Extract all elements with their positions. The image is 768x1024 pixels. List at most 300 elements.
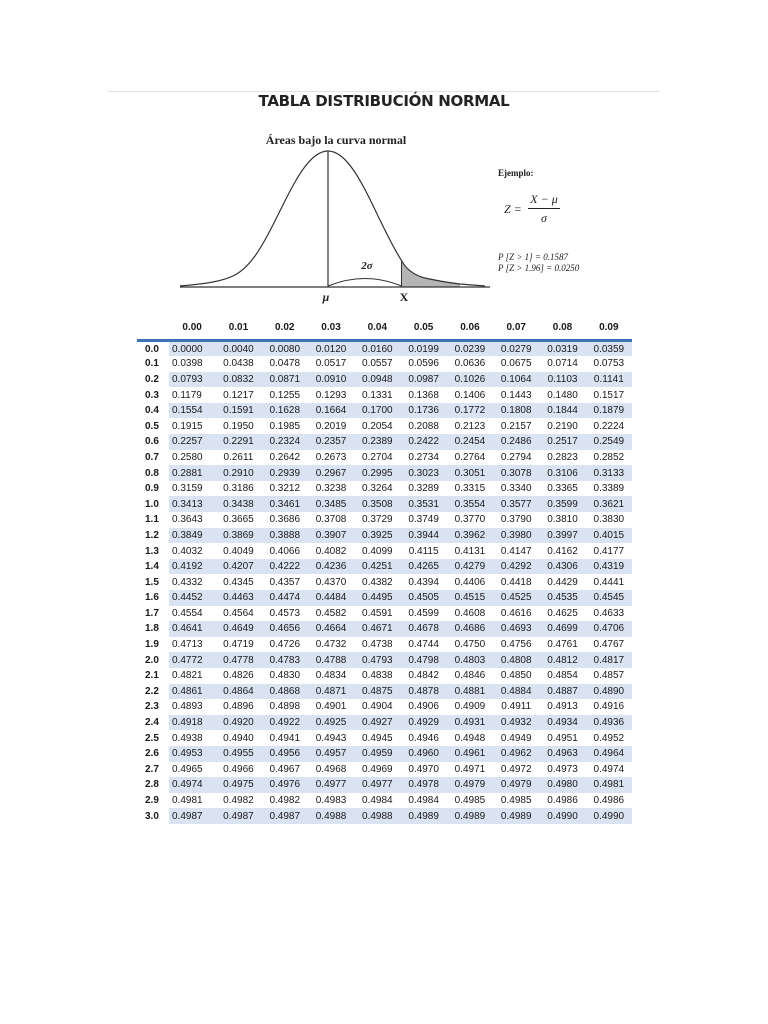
probability-cell: 0.4332 [169, 574, 215, 590]
probability-cell: 0.3078 [493, 465, 539, 481]
probability-cell: 0.4861 [169, 684, 215, 700]
probability-cell: 0.2995 [354, 465, 400, 481]
probability-cell: 0.4441 [586, 574, 632, 590]
probability-cell: 0.0000 [169, 341, 215, 357]
probability-cell: 0.3643 [169, 512, 215, 528]
probability-cell: 0.4554 [169, 606, 215, 622]
probability-cell: 0.4909 [447, 699, 493, 715]
z-value-cell: 1.8 [145, 623, 159, 635]
probability-cell: 0.4965 [169, 762, 215, 778]
probability-cell: 0.4971 [447, 762, 493, 778]
probability-cell: 0.3389 [586, 481, 632, 497]
table-row [137, 418, 632, 434]
probability-cell: 0.4525 [493, 590, 539, 606]
probability-cell: 0.1179 [169, 387, 215, 403]
probability-cell: 0.2454 [447, 434, 493, 450]
probability-cell: 0.4982 [215, 793, 261, 809]
probability-cell: 0.4984 [400, 793, 446, 809]
probability-cell: 0.4981 [586, 777, 632, 793]
table-row [137, 715, 632, 731]
column-header-row [137, 315, 632, 341]
probability-cell: 0.0714 [539, 356, 585, 372]
probability-cell: 0.4978 [400, 777, 446, 793]
probability-cell: 0.4959 [354, 746, 400, 762]
probability-cell: 0.4987 [262, 808, 308, 824]
probability-cell: 0.4887 [539, 684, 585, 700]
probability-cell: 0.4984 [354, 793, 400, 809]
probability-cell: 0.4306 [539, 559, 585, 575]
probability-cell: 0.0359 [586, 341, 632, 357]
probability-cell: 0.3925 [354, 528, 400, 544]
probability-cell: 0.1985 [262, 418, 308, 434]
probability-cell: 0.4177 [586, 543, 632, 559]
probability-cell: 0.4945 [354, 730, 400, 746]
probability-cell: 0.4842 [400, 668, 446, 684]
probability-cell: 0.4890 [586, 684, 632, 700]
probability-cell: 0.3340 [493, 481, 539, 497]
probability-cell: 0.4981 [169, 793, 215, 809]
probability-cell: 0.4967 [262, 762, 308, 778]
probability-cell: 0.4706 [586, 621, 632, 637]
probability-cell: 0.3790 [493, 512, 539, 528]
probability-cell: 0.4821 [169, 668, 215, 684]
probability-cell: 0.4738 [354, 637, 400, 653]
probability-cell: 0.4884 [493, 684, 539, 700]
probability-cell: 0.4918 [169, 715, 215, 731]
column-header: 0.03 [321, 321, 341, 333]
probability-cell: 0.1772 [447, 403, 493, 419]
probability-cell: 0.3888 [262, 528, 308, 544]
probability-cell: 0.4948 [447, 730, 493, 746]
probability-cell: 0.4850 [493, 668, 539, 684]
probability-cell: 0.4099 [354, 543, 400, 559]
column-header: 0.02 [275, 321, 295, 333]
z-table-body [137, 341, 632, 824]
probability-cell: 0.3830 [586, 512, 632, 528]
probability-cell: 0.3665 [215, 512, 261, 528]
probability-cell: 0.4082 [308, 543, 354, 559]
probability-cell: 0.4952 [586, 730, 632, 746]
z-value-cell: 1.2 [145, 529, 159, 541]
probability-cell: 0.4960 [400, 746, 446, 762]
probability-cell: 0.4573 [262, 606, 308, 622]
probability-cell: 0.4357 [262, 574, 308, 590]
probability-cell: 0.3770 [447, 512, 493, 528]
probability-cell: 0.4032 [169, 543, 215, 559]
table-row [137, 403, 632, 419]
probability-cell: 0.4826 [215, 668, 261, 684]
probability-cell: 0.4988 [308, 808, 354, 824]
z-value-cell: 2.4 [145, 717, 159, 729]
probability-cell: 0.4990 [586, 808, 632, 824]
probability-cell: 0.4922 [262, 715, 308, 731]
probability-cell: 0.4671 [354, 621, 400, 637]
probability-cell: 0.3106 [539, 465, 585, 481]
probability-cell: 0.4131 [447, 543, 493, 559]
probability-cell: 0.2389 [354, 434, 400, 450]
probability-cell: 0.4854 [539, 668, 585, 684]
probability-cell: 0.4641 [169, 621, 215, 637]
probability-cell: 0.4495 [354, 590, 400, 606]
probability-cell: 0.4979 [493, 777, 539, 793]
probability-cell: 0.3212 [262, 481, 308, 497]
probability-cell: 0.0319 [539, 341, 585, 357]
probability-cell: 0.4961 [447, 746, 493, 762]
probability-cell: 0.4974 [586, 762, 632, 778]
probability-cell: 0.4986 [586, 793, 632, 809]
probability-cell: 0.4972 [493, 762, 539, 778]
probability-cell: 0.4515 [447, 590, 493, 606]
probability-cell: 0.4608 [447, 606, 493, 622]
z-value-cell: 2.6 [145, 748, 159, 760]
probability-cell: 0.4719 [215, 637, 261, 653]
table-row [137, 574, 632, 590]
probability-cell: 0.4987 [215, 808, 261, 824]
probability-cell: 0.4973 [539, 762, 585, 778]
probability-cell: 0.4382 [354, 574, 400, 590]
probability-cell: 0.4934 [539, 715, 585, 731]
probability-cell: 0.2764 [447, 450, 493, 466]
probability-cell: 0.4881 [447, 684, 493, 700]
probability-cell: 0.3810 [539, 512, 585, 528]
probability-cell: 0.4599 [400, 606, 446, 622]
z-value-cell: 1.7 [145, 607, 159, 619]
probability-cell: 0.3599 [539, 496, 585, 512]
probability-cell: 0.1103 [539, 372, 585, 388]
table-row [137, 793, 632, 809]
probability-cell: 0.4147 [493, 543, 539, 559]
probability-cell: 0.0398 [169, 356, 215, 372]
table-row [137, 356, 632, 372]
probability-cell: 0.4989 [447, 808, 493, 824]
probability-cell: 0.4979 [447, 777, 493, 793]
probability-cell: 0.4838 [354, 668, 400, 684]
table-row [137, 341, 632, 357]
probability-cell: 0.0793 [169, 372, 215, 388]
probability-cell: 0.1255 [262, 387, 308, 403]
z-value-cell: 1.3 [145, 545, 159, 557]
probability-cell: 0.4941 [262, 730, 308, 746]
probability-cell: 0.4901 [308, 699, 354, 715]
probability-cell: 0.4767 [586, 637, 632, 653]
probability-cell: 0.4778 [215, 652, 261, 668]
probability-cell: 0.2734 [400, 450, 446, 466]
probability-cell: 0.4319 [586, 559, 632, 575]
probability-cell: 0.0160 [354, 341, 400, 357]
probability-cell: 0.3461 [262, 496, 308, 512]
probability-cell: 0.3051 [447, 465, 493, 481]
probability-cell: 0.4970 [400, 762, 446, 778]
probability-cell: 0.4963 [539, 746, 585, 762]
probability-cell: 0.0517 [308, 356, 354, 372]
probability-cell: 0.3531 [400, 496, 446, 512]
probability-cell: 0.3159 [169, 481, 215, 497]
probability-cell: 0.4582 [308, 606, 354, 622]
probability-cell: 0.0279 [493, 341, 539, 357]
probability-cell: 0.3749 [400, 512, 446, 528]
probability-cell: 0.4980 [539, 777, 585, 793]
probability-cell: 0.4370 [308, 574, 354, 590]
probability-cell: 0.4896 [215, 699, 261, 715]
z-value-cell: 0.8 [145, 467, 159, 479]
probability-cell: 0.4474 [262, 590, 308, 606]
probability-cell: 0.0120 [308, 341, 354, 357]
probability-cell: 0.4788 [308, 652, 354, 668]
table-row [137, 730, 632, 746]
probability-cell: 0.4966 [215, 762, 261, 778]
probability-cell: 0.1628 [262, 403, 308, 419]
page-title: TABLA DISTRIBUCIÓN NORMAL [258, 92, 510, 110]
probability-cell: 0.4750 [447, 637, 493, 653]
z-value-cell: 2.7 [145, 763, 159, 775]
probability-cell: 0.4279 [447, 559, 493, 575]
probability-cell: 0.4929 [400, 715, 446, 731]
probability-cell: 0.1554 [169, 403, 215, 419]
probability-cell: 0.4956 [262, 746, 308, 762]
probability-cell: 0.4920 [215, 715, 261, 731]
probability-cell: 0.0910 [308, 372, 354, 388]
probability-cell: 0.4817 [586, 652, 632, 668]
table-row [137, 746, 632, 762]
probability-cell: 0.2224 [586, 418, 632, 434]
two-sigma-label: 2σ [361, 260, 373, 272]
probability-cell: 0.0871 [262, 372, 308, 388]
x-label: X [399, 290, 409, 304]
probability-cell: 0.4761 [539, 637, 585, 653]
table-row [137, 652, 632, 668]
example-line-2: P [Z > 1.96] = 0.0250 [498, 263, 580, 273]
probability-cell: 0.4953 [169, 746, 215, 762]
probability-cell: 0.4066 [262, 543, 308, 559]
probability-cell: 0.4535 [539, 590, 585, 606]
z-value-cell: 1.6 [145, 592, 159, 604]
column-header: 0.00 [182, 321, 202, 333]
bell-curve [180, 151, 485, 286]
probability-cell: 0.4985 [493, 793, 539, 809]
probability-cell: 0.0199 [400, 341, 446, 357]
z-fraction [528, 192, 560, 226]
example-label: Ejemplo: [498, 168, 534, 178]
probability-cell: 0.1879 [586, 403, 632, 419]
probability-cell: 0.3186 [215, 481, 261, 497]
probability-cell: 0.4913 [539, 699, 585, 715]
z-value-cell: 1.0 [145, 498, 159, 510]
probability-cell: 0.4236 [308, 559, 354, 575]
table-row [137, 465, 632, 481]
probability-cell: 0.3944 [400, 528, 446, 544]
probability-cell: 0.4505 [400, 590, 446, 606]
probability-cell: 0.1915 [169, 418, 215, 434]
probability-cell: 0.4875 [354, 684, 400, 700]
probability-cell: 0.4649 [215, 621, 261, 637]
table-row [137, 450, 632, 466]
probability-cell: 0.2257 [169, 434, 215, 450]
probability-cell: 0.4906 [400, 699, 446, 715]
probability-cell: 0.0636 [447, 356, 493, 372]
probability-cell: 0.4871 [308, 684, 354, 700]
probability-cell: 0.3485 [308, 496, 354, 512]
probability-cell: 0.2580 [169, 450, 215, 466]
probability-cell: 0.4591 [354, 606, 400, 622]
z-value-cell: 2.9 [145, 795, 159, 807]
probability-cell: 0.0832 [215, 372, 261, 388]
probability-cell: 0.1064 [493, 372, 539, 388]
z-value-cell: 1.5 [145, 576, 159, 588]
corner-cell [137, 315, 169, 341]
probability-cell: 0.3708 [308, 512, 354, 528]
probability-cell: 0.4015 [586, 528, 632, 544]
probability-cell: 0.2910 [215, 465, 261, 481]
table-row [137, 777, 632, 793]
z-value-cell: 0.5 [145, 420, 159, 432]
z-value-cell: 0.1 [145, 358, 159, 370]
probability-cell: 0.2549 [586, 434, 632, 450]
probability-cell: 0.2881 [169, 465, 215, 481]
probability-cell: 0.1141 [586, 372, 632, 388]
probability-cell: 0.2019 [308, 418, 354, 434]
probability-cell: 0.4429 [539, 574, 585, 590]
probability-cell: 0.4983 [308, 793, 354, 809]
probability-cell: 0.4916 [586, 699, 632, 715]
probability-cell: 0.4656 [262, 621, 308, 637]
z-equals: Z = [504, 202, 522, 216]
probability-cell: 0.1406 [447, 387, 493, 403]
probability-cell: 0.3869 [215, 528, 261, 544]
figure-caption: Áreas bajo la curva normal [265, 133, 407, 147]
probability-cell: 0.3907 [308, 528, 354, 544]
probability-cell: 0.2157 [493, 418, 539, 434]
probability-cell: 0.4985 [447, 793, 493, 809]
example-box [498, 168, 628, 274]
column-header: 0.08 [552, 321, 573, 333]
probability-cell: 0.4793 [354, 652, 400, 668]
probability-cell: 0.4162 [539, 543, 585, 559]
probability-cell: 0.4989 [493, 808, 539, 824]
probability-cell: 0.0438 [215, 356, 261, 372]
probability-cell: 0.2517 [539, 434, 585, 450]
column-header: 0.09 [599, 321, 619, 333]
probability-cell: 0.2823 [539, 450, 585, 466]
table-row [137, 621, 632, 637]
probability-cell: 0.4990 [539, 808, 585, 824]
z-value-cell: 0.0 [137, 341, 169, 357]
probability-cell: 0.4222 [262, 559, 308, 575]
probability-cell: 0.0948 [354, 372, 400, 388]
probability-cell: 0.4988 [354, 808, 400, 824]
probability-cell: 0.3264 [354, 481, 400, 497]
probability-cell: 0.4938 [169, 730, 215, 746]
probability-cell: 0.1664 [308, 403, 354, 419]
probability-cell: 0.1736 [400, 403, 446, 419]
z-value-cell: 0.3 [145, 389, 159, 401]
probability-cell: 0.4830 [262, 668, 308, 684]
probability-cell: 0.3413 [169, 496, 215, 512]
probability-cell: 0.3997 [539, 528, 585, 544]
probability-cell: 0.3023 [400, 465, 446, 481]
z-value-cell: 0.2 [145, 373, 159, 385]
mu-label: μ [322, 290, 330, 304]
probability-cell: 0.3686 [262, 512, 308, 528]
probability-cell: 0.4783 [262, 652, 308, 668]
probability-cell: 0.4292 [493, 559, 539, 575]
probability-cell: 0.4732 [308, 637, 354, 653]
probability-cell: 0.4989 [400, 808, 446, 824]
probability-cell: 0.4545 [586, 590, 632, 606]
probability-cell: 0.3962 [447, 528, 493, 544]
z-value-cell: 1.1 [145, 514, 159, 526]
probability-cell: 0.2611 [215, 450, 261, 466]
z-value-cell: 0.6 [145, 436, 159, 448]
probability-cell: 0.4957 [308, 746, 354, 762]
probability-cell: 0.4951 [539, 730, 585, 746]
probability-cell: 0.4265 [400, 559, 446, 575]
probability-cell: 0.4484 [308, 590, 354, 606]
probability-cell: 0.3365 [539, 481, 585, 497]
z-value-cell: 2.0 [145, 654, 159, 666]
probability-cell: 0.2486 [493, 434, 539, 450]
probability-cell: 0.1950 [215, 418, 261, 434]
probability-cell: 0.4936 [586, 715, 632, 731]
z-value-cell: 2.5 [145, 732, 159, 744]
probability-cell: 0.4808 [493, 652, 539, 668]
probability-cell: 0.4911 [493, 699, 539, 715]
probability-cell: 0.4394 [400, 574, 446, 590]
probability-cell: 0.4927 [354, 715, 400, 731]
table-row [137, 684, 632, 700]
probability-cell: 0.1331 [354, 387, 400, 403]
probability-cell: 0.2939 [262, 465, 308, 481]
probability-cell: 0.1217 [215, 387, 261, 403]
probability-cell: 0.2324 [262, 434, 308, 450]
probability-cell: 0.2794 [493, 450, 539, 466]
z-formula [498, 192, 628, 232]
probability-cell: 0.4977 [308, 777, 354, 793]
table-row [137, 481, 632, 497]
z-value-cell: 2.1 [145, 670, 159, 682]
table-row [137, 762, 632, 778]
probability-cell: 0.4192 [169, 559, 215, 575]
column-header: 0.05 [413, 321, 434, 333]
probability-cell: 0.4904 [354, 699, 400, 715]
probability-cell: 0.2422 [400, 434, 446, 450]
probability-cell: 0.4115 [400, 543, 446, 559]
probability-cell: 0.4986 [539, 793, 585, 809]
table-row [137, 559, 632, 575]
probability-cell: 0.3729 [354, 512, 400, 528]
probability-cell: 0.4893 [169, 699, 215, 715]
z-value-cell: 2.3 [145, 701, 159, 713]
probability-cell: 0.4345 [215, 574, 261, 590]
probability-cell: 0.4207 [215, 559, 261, 575]
probability-cell: 0.4463 [215, 590, 261, 606]
probability-cell: 0.4977 [354, 777, 400, 793]
z-value-cell: 0.7 [145, 451, 159, 463]
probability-cell: 0.4969 [354, 762, 400, 778]
table-row [137, 528, 632, 544]
probability-cell: 0.2704 [354, 450, 400, 466]
probability-cell: 0.2291 [215, 434, 261, 450]
probability-cell: 0.4664 [308, 621, 354, 637]
z-value-cell: 2.2 [145, 685, 159, 697]
probability-cell: 0.4962 [493, 746, 539, 762]
probability-cell: 0.4713 [169, 637, 215, 653]
probability-cell: 0.4878 [400, 684, 446, 700]
z-value-cell: 2.8 [145, 779, 159, 791]
probability-cell: 0.4803 [447, 652, 493, 668]
probability-cell: 0.4982 [262, 793, 308, 809]
z-value-cell: 1.4 [145, 561, 159, 573]
table-row [137, 808, 632, 824]
